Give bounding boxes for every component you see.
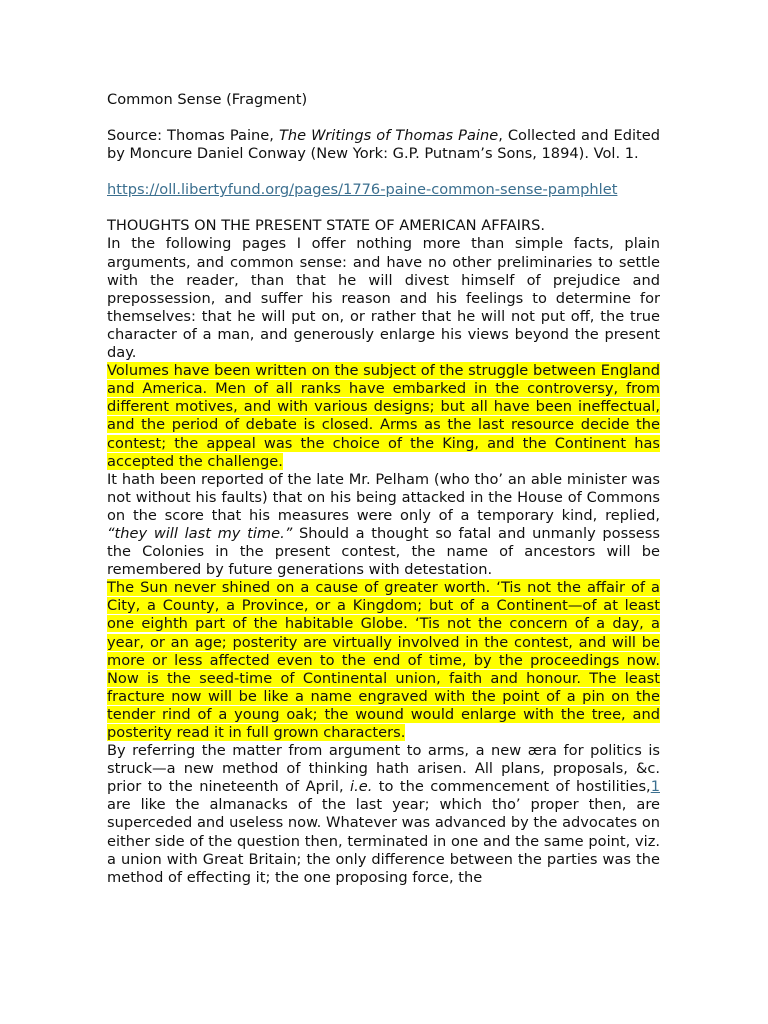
pelham-quote: “they will last my time.” <box>107 524 293 542</box>
spacer <box>107 199 660 217</box>
source-citation <box>107 127 660 163</box>
spacer <box>107 163 660 181</box>
paragraph-4 <box>107 579 660 742</box>
highlighted-text: Volumes have been written on the subject of the struggle between England and America. Men of all ranks have embarked in the controversy, from different motives, and with various designs; but all have been ineffectual, and the period of debate is closed. Arms as the last resource decide the contest; the appeal was the choice of the King, and the Continent has accepted the challenge. <box>107 362 660 470</box>
url-paragraph <box>107 181 660 199</box>
section-heading: THOUGHTS ON THE PRESENT STATE OF AMERICAN AFFAIRS. <box>107 217 545 235</box>
paragraph-2 <box>107 362 660 471</box>
ie-abbreviation: i.e. <box>350 778 373 796</box>
document-body <box>107 91 660 887</box>
paragraph-5 <box>107 742 660 887</box>
paragraph-3 <box>107 471 660 580</box>
paragraph-3-text: It hath been reported of the late Mr. Pelham (who tho’ an able minister was not without his faults) that on his being attacked in the House of Commons on the score that his measures were only of a temporary kind, replied, <box>107 470 660 524</box>
footnote-link[interactable]: 1 <box>650 778 660 796</box>
source-prefix: Source: Thomas Paine, <box>107 127 279 145</box>
paragraph-5-text-end: are like the almanacks of the last year; which tho’ proper then, are superceded and useless now. Whatever was advanced by the advocates on either side of the question then, terminated in one and the same point, viz. a union with Great Britain; the only difference between the parties was the method of effecting it; the one proposing force, the <box>107 796 660 886</box>
paragraph-5-text-mid: to the commencement of hostilities, <box>372 778 651 796</box>
highlighted-text: The Sun never shined on a cause of greater worth. ‘Tis not the affair of a City, a County, a Province, or a Kingdom; but of a Continent—of at least one eighth part of the habitable Globe. ‘Tis not the concern of a day, a year, or an age; posterity are virtually involved in the contest, and will be more or less affected even to the end of time, by the proceedings now. Now is the seed-time of Continental union, faith and honour. The least fracture now will be like a name engraved with the point of a pin on the tender rind of a young oak; the wound would enlarge with the tree, and posterity read it in full grown characters. <box>107 579 660 741</box>
source-work-title: The Writings of Thomas Paine <box>278 127 499 145</box>
source-suffix: , Collected and Edited by Moncure Daniel Conway (New York: G.P. Putnam’s Sons, 1894). Vol. 1. <box>107 127 660 163</box>
source-link[interactable]: https://oll.libertyfund.org/pages/1776-paine-common-sense-pamphlet <box>107 181 618 199</box>
paragraph-5-text: By referring the matter from argument to arms, a new æra for politics is struck—a new method of thinking hath arisen. All plans, proposals, &c. prior to the nineteenth of April, <box>107 742 660 796</box>
document-title: Common Sense (Fragment) <box>107 91 308 108</box>
spacer <box>107 109 660 127</box>
paragraph-3-text-end: Should a thought so fatal and unmanly possess the Colonies in the present contest, the name of ancestors will be remembered by future generations with detestation. <box>107 524 660 579</box>
paragraph-1: In the following pages I offer nothing more than simple facts, plain arguments, and common sense: and have no other preliminaries to settle with the reader, than that he will divest himself of prejudice and prepossession, and suffer his reason and his feelings to determine for themselves: that he will put on, or rather that he will not put off, the true character of a man, and generously enlarge his views beyond the present day. <box>107 235 660 362</box>
